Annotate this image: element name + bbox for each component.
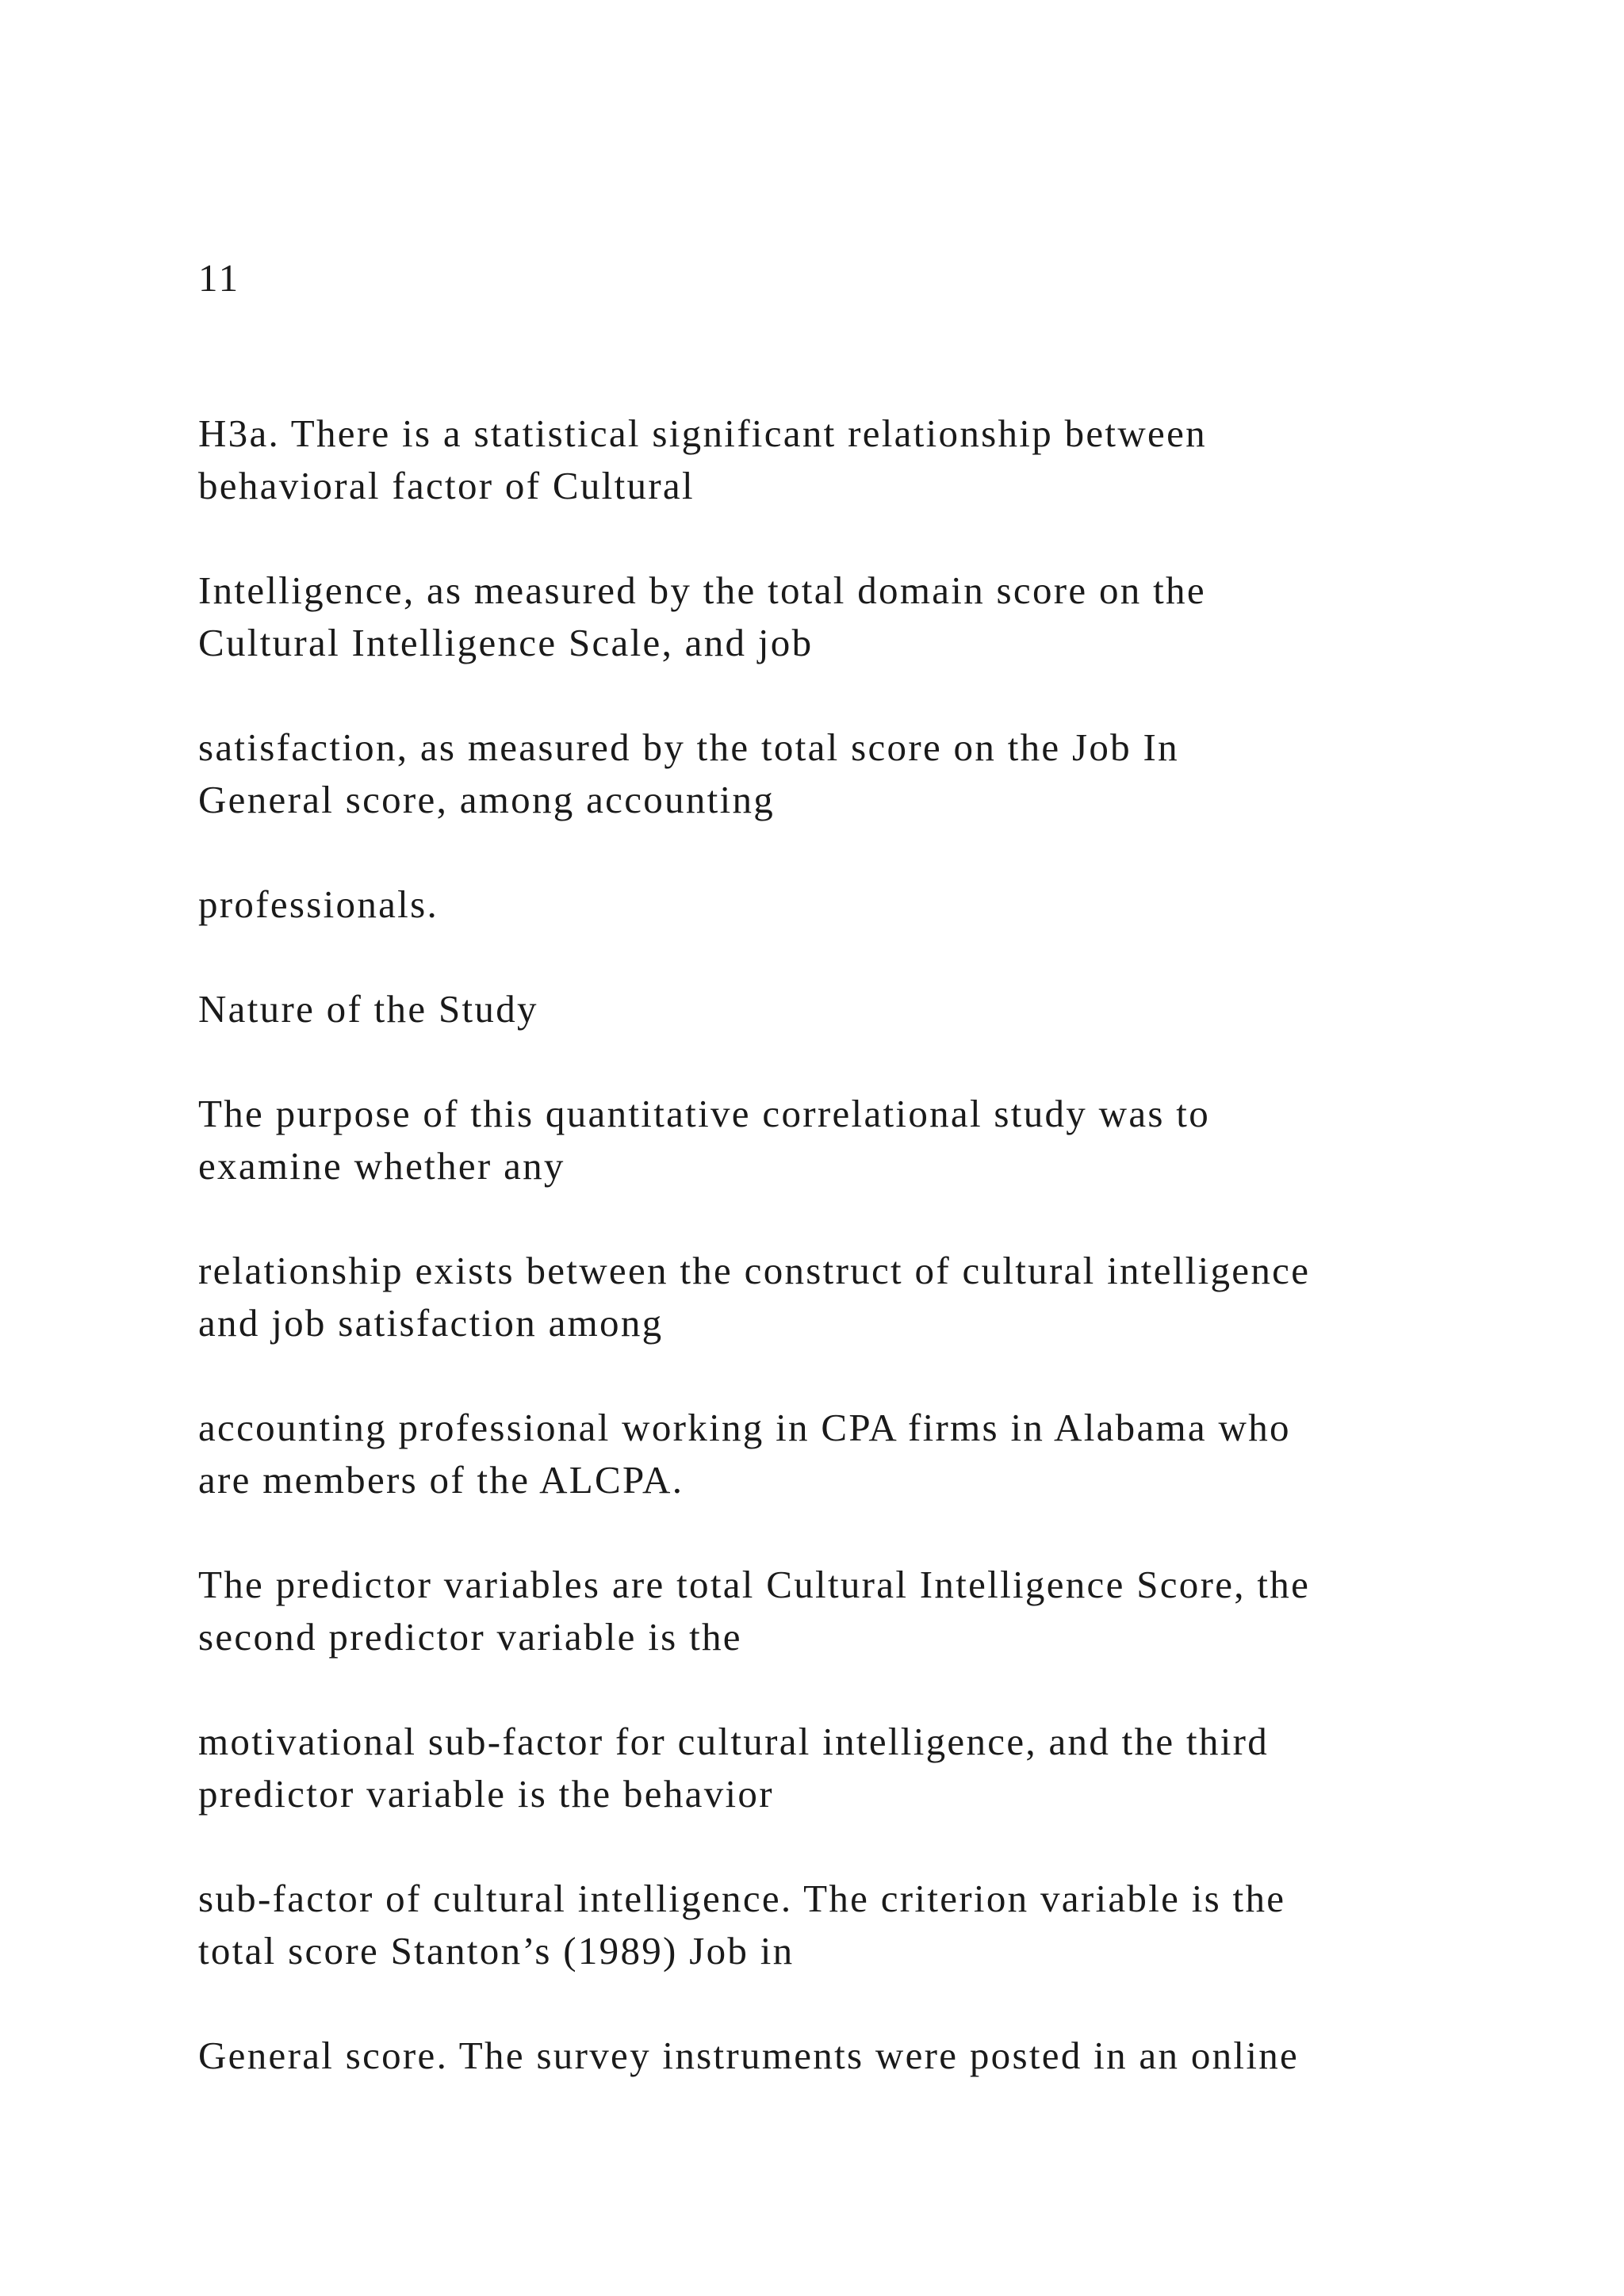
text-line: satisfaction, as measured by the total score on the Job In — [198, 725, 1179, 769]
text-line: Intelligence, as measured by the total domain score on the — [198, 568, 1206, 612]
text-line: The predictor variables are total Cultural Intelligence Score, the — [198, 1563, 1311, 1606]
section-heading-text: Nature of the Study — [198, 987, 538, 1031]
paragraph-variables-4 — [198, 2030, 1507, 2082]
paragraph-variables-3 — [198, 1873, 1507, 1977]
text-line: are members of the ALCPA. — [198, 1458, 684, 1502]
text-line: relationship exists between the construct of cultural intelligence — [198, 1249, 1311, 1292]
text-line: predictor variable is the behavior — [198, 1772, 774, 1816]
text-line: H3a. There is a statistical significant relationship between — [198, 411, 1207, 455]
paragraph-hypothesis-h3a-2 — [198, 564, 1507, 669]
text-line: motivational sub-factor for cultural intelligence, and the third — [198, 1720, 1270, 1763]
text-line: General score, among accounting — [198, 778, 776, 821]
text-line: and job satisfaction among — [198, 1301, 664, 1345]
paragraph-purpose-3 — [198, 1402, 1507, 1506]
text-line: The purpose of this quantitative correlational study was to — [198, 1092, 1211, 1135]
paragraph-purpose-2 — [198, 1245, 1507, 1349]
paragraph-purpose-1 — [198, 1088, 1507, 1192]
paragraph-variables-2 — [198, 1716, 1507, 1820]
text-line: total score Stanton’s (1989) Job in — [198, 1929, 795, 1973]
text-line: accounting professional working in CPA firms in Alabama who — [198, 1406, 1291, 1449]
paragraph-variables-1 — [198, 1559, 1507, 1663]
text-line: behavioral factor of Cultural — [198, 464, 695, 507]
paragraph-hypothesis-h3a-4 — [198, 878, 1507, 931]
text-line: professionals. — [198, 882, 439, 926]
text-line: second predictor variable is the — [198, 1615, 742, 1659]
text-line: General score. The survey instruments were posted in an online — [198, 2034, 1300, 2077]
paragraph-hypothesis-h3a-3 — [198, 721, 1507, 826]
paragraph-hypothesis-h3a-1 — [198, 408, 1507, 512]
text-line: examine whether any — [198, 1144, 565, 1188]
section-heading-nature-of-study — [198, 983, 1507, 1035]
text-line: sub-factor of cultural intelligence. The criterion variable is the — [198, 1877, 1286, 1920]
page-number: 11 — [198, 256, 241, 300]
text-line: Cultural Intelligence Scale, and job — [198, 621, 814, 664]
